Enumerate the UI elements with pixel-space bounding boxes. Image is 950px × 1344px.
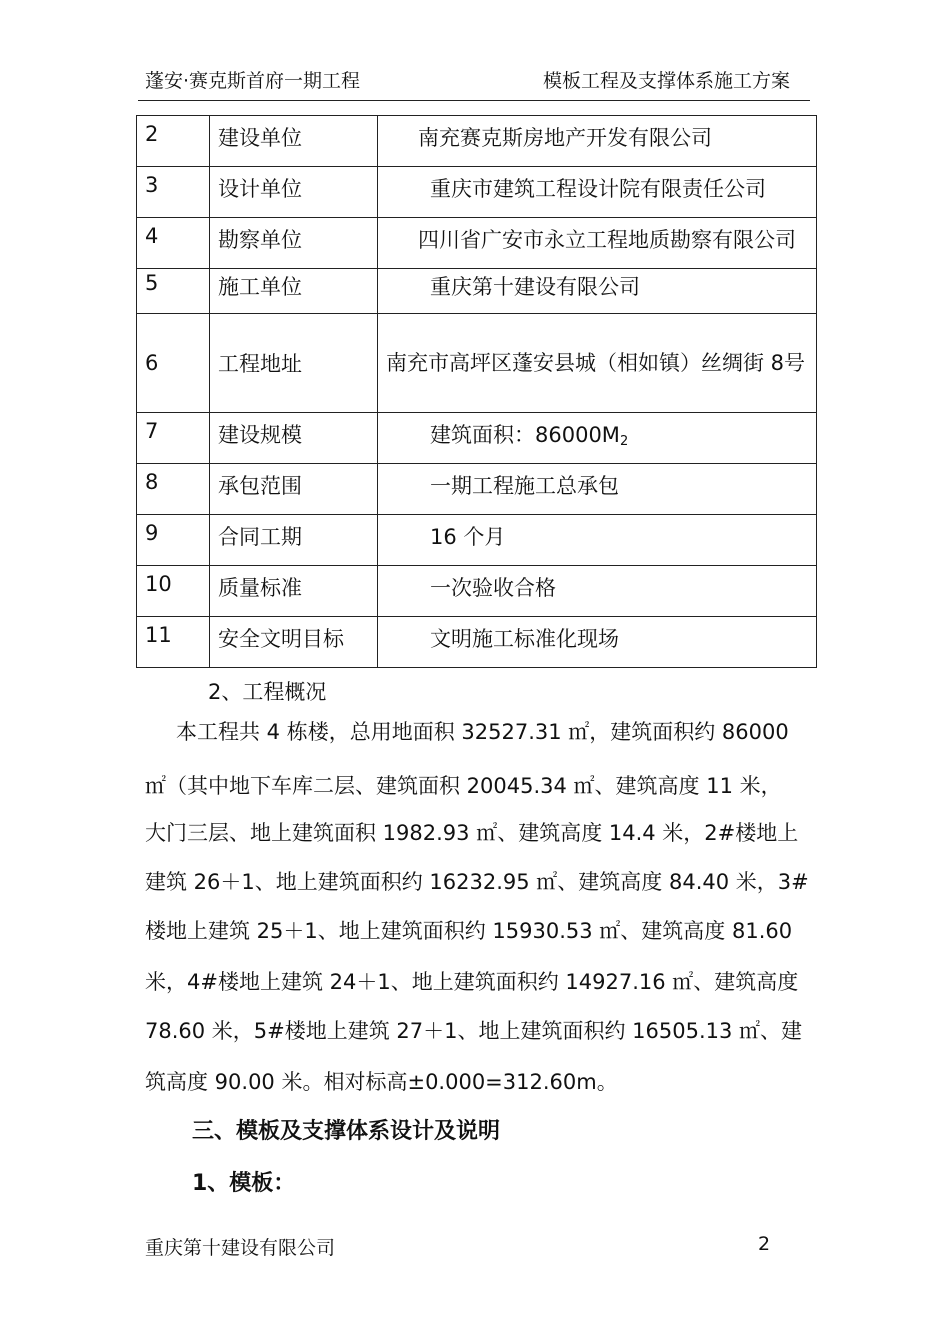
page-number: 2 xyxy=(758,1233,771,1255)
table-row xyxy=(137,116,817,167)
paragraph-line: 78.60 米，5#楼地上建筑 27＋1、地上建筑面积约 16505.13 ㎡、建 xyxy=(145,1019,803,1043)
row-number: 10 xyxy=(137,566,210,617)
paragraph-line: 米，4#楼地上建筑 24＋1、地上建筑面积约 14927.16 ㎡、建筑高度 xyxy=(145,970,799,994)
row-value: 南充赛克斯房地产开发有限公司 xyxy=(378,116,817,167)
header-rule xyxy=(138,100,810,101)
row-item: 建设规模 xyxy=(210,413,378,464)
row-value: 四川省广安市永立工程地质勘察有限公司 xyxy=(378,218,817,269)
row-number: 6 xyxy=(137,314,210,413)
row-number: 4 xyxy=(137,218,210,269)
row-value: 南充市高坪区蓬安县城（相如镇）丝绸街 8号 xyxy=(378,314,817,413)
row-item: 建设单位 xyxy=(210,116,378,167)
row-number: 3 xyxy=(137,167,210,218)
table-row xyxy=(137,515,817,566)
paragraph-line: 筑高度 90.00 米。相对标高±0.000=312.60m。 xyxy=(145,1070,618,1094)
project-info-table xyxy=(136,115,817,668)
row-item: 安全文明目标 xyxy=(210,617,378,668)
row-number: 5 xyxy=(137,269,210,314)
row-value xyxy=(378,413,817,464)
row-number: 11 xyxy=(137,617,210,668)
header-project-name: 蓬安·赛克斯首府一期工程 xyxy=(145,70,361,92)
subsection-formwork-title: 1、模板： xyxy=(192,1171,296,1196)
paragraph-line: ㎡（其中地下车库二层、建筑面积 20045.34 ㎡、建筑高度 11 米， xyxy=(145,774,782,798)
header-document-title: 模板工程及支撑体系施工方案 xyxy=(542,70,790,92)
footer-company: 重庆第十建设有限公司 xyxy=(145,1237,336,1259)
row-value-subscript: 2 xyxy=(619,434,629,449)
row-value: 一次验收合格 xyxy=(378,566,817,617)
table-row xyxy=(137,464,817,515)
row-value: 重庆市建筑工程设计院有限责任公司 xyxy=(378,167,817,218)
section-3-title: 三、模板及支撑体系设计及说明 xyxy=(192,1119,501,1144)
row-item: 工程地址 xyxy=(210,314,378,413)
row-item: 承包范围 xyxy=(210,464,378,515)
row-item: 合同工期 xyxy=(210,515,378,566)
row-value: 文明施工标准化现场 xyxy=(378,617,817,668)
row-number: 2 xyxy=(137,116,210,167)
table-row xyxy=(137,218,817,269)
table-row xyxy=(137,617,817,668)
row-value: 16 个月 xyxy=(378,515,817,566)
row-item: 设计单位 xyxy=(210,167,378,218)
row-number: 7 xyxy=(137,413,210,464)
paragraph-line: 本工程共 4 栋楼，总用地面积 32527.31 ㎡，建筑面积约 86000 xyxy=(176,720,789,744)
table-row xyxy=(137,269,817,314)
paragraph-line: 大门三层、地上建筑面积 1982.93 ㎡、建筑高度 14.4 米，2#楼地上 xyxy=(145,821,799,845)
table-row xyxy=(137,314,817,413)
paragraph-line: 建筑 26＋1、地上建筑面积约 16232.95 ㎡、建筑高度 84.40 米，3# xyxy=(145,870,809,894)
row-item: 勘察单位 xyxy=(210,218,378,269)
table-row xyxy=(137,413,817,464)
paragraph-line: 楼地上建筑 25＋1、地上建筑面积约 15930.53 ㎡、建筑高度 81.60 xyxy=(145,919,793,943)
section-2-title: 2、工程概况 xyxy=(208,680,327,704)
row-number: 8 xyxy=(137,464,210,515)
row-number: 9 xyxy=(137,515,210,566)
row-value: 一期工程施工总承包 xyxy=(378,464,817,515)
row-item: 质量标准 xyxy=(210,566,378,617)
row-item: 施工单位 xyxy=(210,269,378,314)
row-value: 重庆第十建设有限公司 xyxy=(378,269,817,314)
row-value-text: 建筑面积：86000M xyxy=(430,423,620,447)
table-row xyxy=(137,566,817,617)
table-row xyxy=(137,167,817,218)
